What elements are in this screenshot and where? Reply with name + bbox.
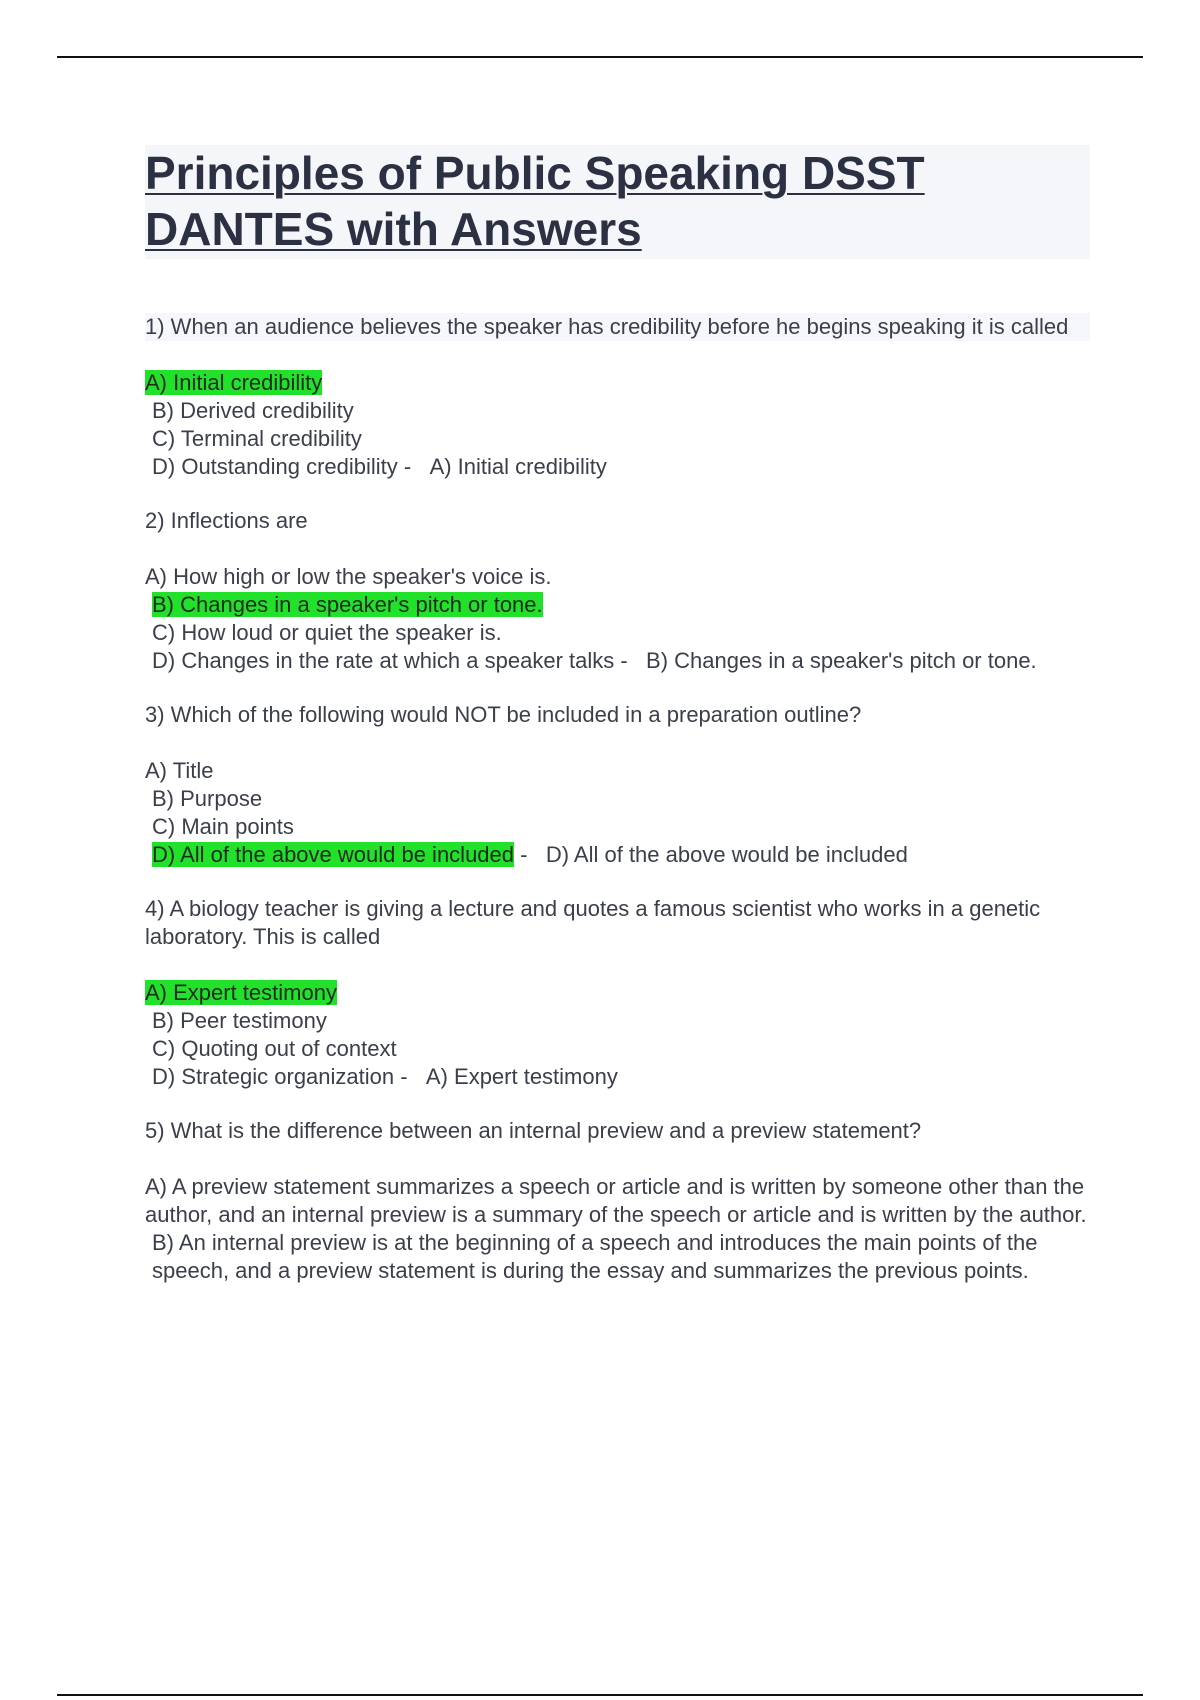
- document-body: [145, 145, 1090, 1311]
- option-d: D) Outstanding credibility -: [152, 454, 412, 479]
- question-1: [145, 313, 1090, 481]
- answer-highlight: A) Initial credibility: [145, 370, 323, 395]
- option-b: B) Purpose: [152, 786, 263, 811]
- option-b: B) Derived credibility: [152, 398, 354, 423]
- bottom-rule: [57, 1694, 1143, 1696]
- question-stem: 3) Which of the following would NOT be included in a preparation outline?: [145, 702, 862, 727]
- option-a: A) Title: [145, 758, 214, 783]
- answer-highlight: D) All of the above would be included: [152, 842, 515, 867]
- separator: -: [514, 842, 528, 867]
- option-c: C) Quoting out of context: [152, 1036, 397, 1061]
- answer-text: B) Changes in a speaker's pitch or tone.: [646, 648, 1037, 673]
- question-stem: 2) Inflections are: [145, 508, 308, 533]
- answer-text: A) Expert testimony: [425, 1064, 618, 1089]
- question-5: [145, 1117, 1090, 1285]
- option-a: A) How high or low the speaker's voice is.: [145, 564, 552, 589]
- question-stem: 1) When an audience believes the speaker has credibility before he begins speaking it is called: [145, 313, 1090, 341]
- question-stem: 4) A biology teacher is giving a lecture and quotes a famous scientist who works in a genetic laboratory. This is called: [145, 896, 1041, 949]
- option-c: C) Terminal credibility: [152, 426, 362, 451]
- document-title: Principles of Public Speaking DSST DANTES with Answers: [145, 147, 925, 255]
- question-2: [145, 507, 1090, 675]
- option-d: D) Strategic organization -: [152, 1064, 408, 1089]
- option-c: C) How loud or quiet the speaker is.: [152, 620, 502, 645]
- answer-text: A) Initial credibility: [429, 454, 607, 479]
- question-stem: 5) What is the difference between an internal preview and a preview statement?: [145, 1118, 922, 1143]
- option-c: C) Main points: [152, 814, 294, 839]
- question-4: [145, 895, 1090, 1091]
- option-b: B) An internal preview is at the beginning of a speech and introduces the main points of the speech, and a preview statement is during the essay and summarizes the previous points.: [152, 1230, 1038, 1283]
- option-b: B) Peer testimony: [152, 1008, 327, 1033]
- answer-highlight: B) Changes in a speaker's pitch or tone.: [152, 592, 543, 617]
- answer-text: D) All of the above would be included: [545, 842, 908, 867]
- top-rule: [57, 56, 1143, 58]
- option-d: D) Changes in the rate at which a speaker talks -: [152, 648, 628, 673]
- title-box: [145, 145, 1090, 259]
- answer-highlight: A) Expert testimony: [145, 980, 337, 1005]
- question-3: [145, 701, 1090, 869]
- option-a: A) A preview statement summarizes a speech or article and is written by someone other than the author, and an internal preview is a summary of the speech or article and is written by the author.: [145, 1174, 1087, 1227]
